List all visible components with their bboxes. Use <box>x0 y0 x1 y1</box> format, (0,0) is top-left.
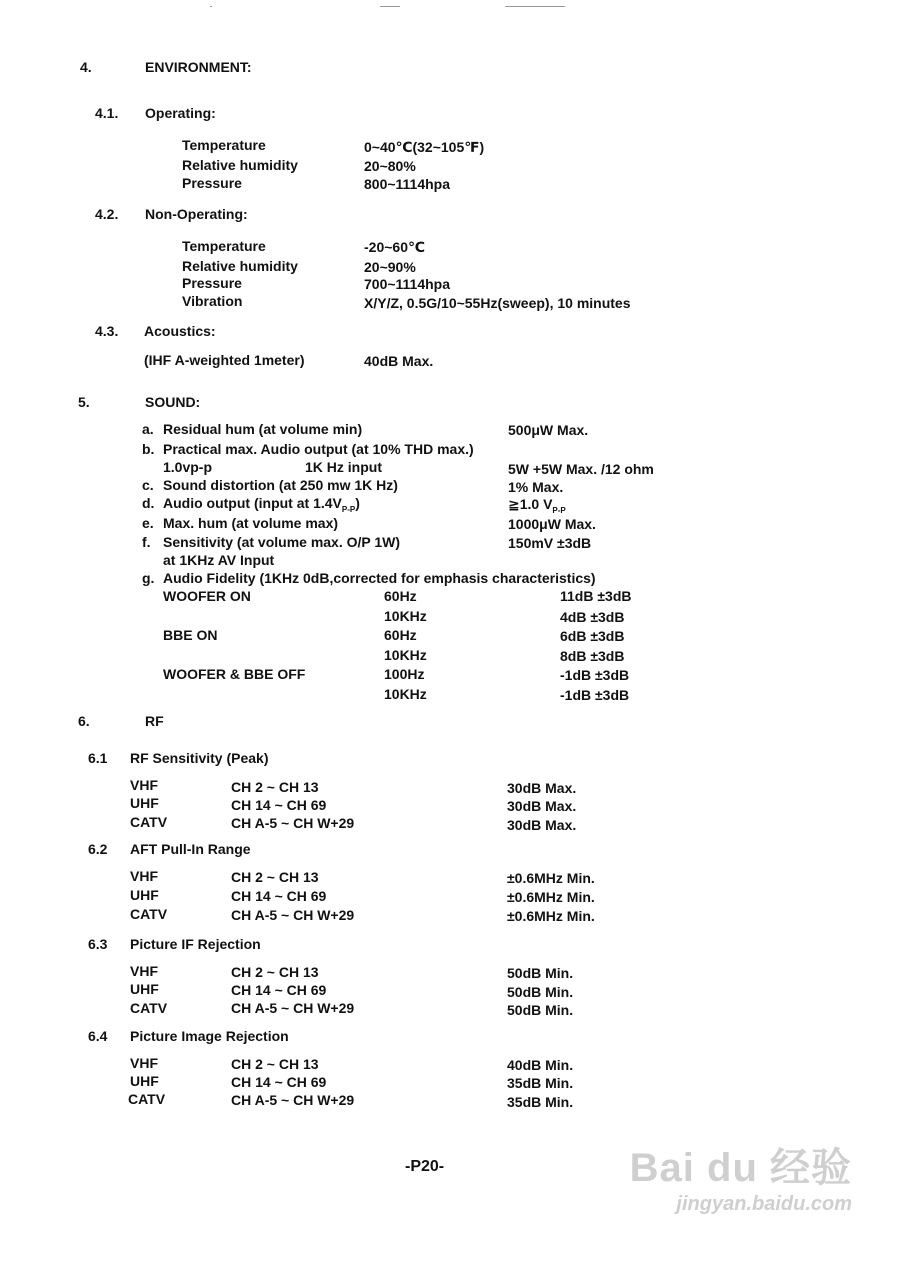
spec-value: 0~40℃(32~105℉) <box>364 139 485 155</box>
band: CATV <box>130 814 168 830</box>
item-value: 5W +5W Max. /12 ohm <box>508 461 654 477</box>
band: CATV <box>130 1000 168 1016</box>
scan-mark <box>380 6 400 7</box>
scan-mark <box>505 6 565 7</box>
rf-value: 35dB Min. <box>507 1094 574 1110</box>
band: UHF <box>130 981 159 997</box>
fidelity-freq: 60Hz <box>384 627 417 643</box>
baidu-watermark <box>630 1148 852 1214</box>
item-letter: d. <box>142 495 155 511</box>
subsection-number: 6.1 <box>88 750 108 766</box>
rf-value: 40dB Min. <box>507 1057 574 1073</box>
fidelity-value: 11dB ±3dB <box>560 588 632 604</box>
spec-label: Vibration <box>182 293 243 309</box>
section-4-3-number: 4.3. <box>95 323 119 339</box>
spec-value: 20~90% <box>364 259 416 275</box>
band: CATV <box>128 1091 166 1107</box>
item-letter: f. <box>142 534 151 550</box>
item-text: Residual hum (at volume min) <box>163 421 363 437</box>
band: UHF <box>130 795 159 811</box>
rf-value: 30dB Max. <box>507 817 577 833</box>
channel-range: CH 14 ~ CH 69 <box>231 982 327 998</box>
fidelity-value: -1dB ±3dB <box>560 687 630 703</box>
item-value: 1% Max. <box>508 479 564 495</box>
band: CATV <box>130 906 168 922</box>
watermark-logo: Bai du 经验 <box>629 1146 852 1190</box>
band: VHF <box>130 868 158 884</box>
rf-value: 30dB Max. <box>507 780 577 796</box>
band: UHF <box>130 887 159 903</box>
item-value <box>508 497 566 515</box>
subsection-title: Picture IF Rejection <box>130 936 261 952</box>
section-4-2-title: Non-Operating: <box>145 206 248 222</box>
watermark-url: jingyan.baidu.com <box>676 1193 852 1215</box>
rf-value: ±0.6MHz Min. <box>507 870 595 886</box>
item-subtext: 1.0vp-p <box>163 459 213 475</box>
channel-range: CH A-5 ~ CH W+29 <box>231 815 355 831</box>
item-value: 1000μW Max. <box>508 516 596 532</box>
item-text <box>163 496 360 514</box>
subscript: P-P <box>341 504 356 514</box>
fidelity-mode: WOOFER ON <box>163 588 251 604</box>
item-value: 500μW Max. <box>508 422 589 438</box>
fidelity-mode: BBE ON <box>163 627 218 643</box>
section-4-1-number: 4.1. <box>95 105 119 121</box>
spec-label: Pressure <box>182 275 242 291</box>
rf-value: ±0.6MHz Min. <box>507 908 595 924</box>
channel-range: CH 14 ~ CH 69 <box>231 888 327 904</box>
band: VHF <box>130 777 158 793</box>
channel-range: CH 2 ~ CH 13 <box>231 1056 319 1072</box>
subsection-number: 6.3 <box>88 936 108 952</box>
section-4-2-number: 4.2. <box>95 206 119 222</box>
item-text-close: ) <box>355 495 360 511</box>
item-text: Sound distortion (at 250 mw 1K Hz) <box>163 477 398 493</box>
item-text: Sensitivity (at volume max. O/P 1W) <box>163 534 401 550</box>
spec-label: Temperature <box>182 238 266 254</box>
item-value: 150mV ±3dB <box>508 535 592 551</box>
channel-range: CH 14 ~ CH 69 <box>231 797 327 813</box>
fidelity-value: 6dB ±3dB <box>560 628 625 644</box>
spec-value: X/Y/Z, 0.5G/10~55Hz(sweep), 10 minutes <box>364 295 631 311</box>
spec-label: Pressure <box>182 175 242 191</box>
rf-value: 50dB Min. <box>507 984 574 1000</box>
fidelity-freq: 100Hz <box>384 666 425 682</box>
section-6-number: 6. <box>78 713 90 729</box>
spec-value: 20~80% <box>364 158 416 174</box>
item-text-main: Audio output (input at 1.4V <box>163 495 342 511</box>
fidelity-value: 8dB ±3dB <box>560 648 625 664</box>
item-letter: g. <box>142 570 155 586</box>
page-number: -P20- <box>405 1158 445 1175</box>
item-subtext: at 1KHz AV Input <box>163 552 275 568</box>
section-4-title: ENVIRONMENT: <box>145 59 252 75</box>
fidelity-value: -1dB ±3dB <box>560 667 630 683</box>
subscript: P-P <box>552 505 566 515</box>
channel-range: CH 2 ~ CH 13 <box>231 964 319 980</box>
spec-label: Temperature <box>182 137 266 153</box>
section-4-1-title: Operating: <box>145 105 216 121</box>
subsection-title: AFT Pull-In Range <box>130 841 251 857</box>
rf-value: 50dB Min. <box>507 1002 574 1018</box>
channel-range: CH 2 ~ CH 13 <box>231 779 319 795</box>
fidelity-freq: 60Hz <box>384 588 417 604</box>
section-4-3-title: Acoustics: <box>144 323 216 339</box>
item-letter: a. <box>142 421 154 437</box>
item-value-main: ≧1.0 V <box>508 496 553 512</box>
channel-range: CH A-5 ~ CH W+29 <box>231 907 355 923</box>
section-4-number: 4. <box>80 59 92 75</box>
rf-value: ±0.6MHz Min. <box>507 889 595 905</box>
spec-value: -20~60℃ <box>364 239 425 255</box>
section-5-title: SOUND: <box>145 394 201 410</box>
fidelity-mode: WOOFER & BBE OFF <box>163 666 306 682</box>
rf-value: 35dB Min. <box>507 1075 574 1091</box>
channel-range: CH A-5 ~ CH W+29 <box>231 1092 355 1108</box>
channel-range: CH 14 ~ CH 69 <box>231 1074 327 1090</box>
rf-value: 50dB Min. <box>507 965 574 981</box>
section-5-number: 5. <box>78 394 90 410</box>
subsection-title: Picture Image Rejection <box>130 1028 289 1044</box>
item-subtext: 1K Hz input <box>305 459 382 475</box>
item-letter: b. <box>142 441 155 457</box>
item-text: Audio Fidelity (1KHz 0dB,corrected for emphasis characteristics) <box>163 570 596 586</box>
fidelity-freq: 10KHz <box>384 647 427 663</box>
spec-label: (IHF A-weighted 1meter) <box>144 352 305 368</box>
channel-range: CH A-5 ~ CH W+29 <box>231 1000 355 1016</box>
spec-label: Relative humidity <box>182 258 298 274</box>
item-letter: e. <box>142 515 154 531</box>
rf-value: 30dB Max. <box>507 798 577 814</box>
subsection-title: RF Sensitivity (Peak) <box>130 750 269 766</box>
subsection-number: 6.4 <box>88 1028 108 1044</box>
spec-value: 40dB Max. <box>364 353 434 369</box>
fidelity-freq: 10KHz <box>384 686 427 702</box>
spec-value: 700~1114hpa <box>364 276 451 292</box>
spec-label: Relative humidity <box>182 157 298 173</box>
item-text: Practical max. Audio output (at 10% THD max.) <box>163 441 474 457</box>
band: VHF <box>130 1055 158 1071</box>
section-6-title: RF <box>145 713 164 729</box>
channel-range: CH 2 ~ CH 13 <box>231 869 319 885</box>
band: VHF <box>130 963 158 979</box>
item-text: Max. hum (at volume max) <box>163 515 339 531</box>
fidelity-freq: 10KHz <box>384 608 427 624</box>
fidelity-value: 4dB ±3dB <box>560 609 625 625</box>
item-letter: c. <box>142 477 154 493</box>
subsection-number: 6.2 <box>88 841 108 857</box>
band: UHF <box>130 1073 159 1089</box>
spec-value: 800~1114hpa <box>364 176 451 192</box>
scan-mark <box>210 6 212 7</box>
